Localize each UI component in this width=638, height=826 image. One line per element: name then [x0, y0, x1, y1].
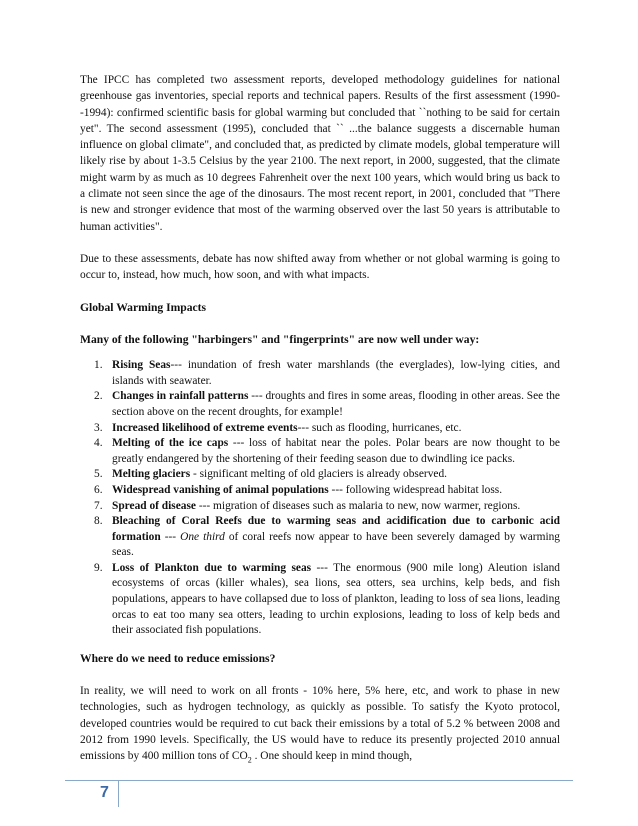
footer-divider	[65, 780, 573, 781]
paragraph-emissions: In reality, we will need to work on all fronts - 10% here, 5% here, etc, and work to phase in new technologies, such as hydrogen technology, as quickly as possible. To satisfy the Kyoto protocol, developed countries would be required to cut back their emissions by a total of 5.2 % between 2008 and 2012 from 1990 levels. Specifically, the US would have to reduce its presently projected 2010 annual emissions by 400 million tons of $CO_2$ . One should keep in mind though,	[80, 685, 560, 765]
page-number: 7	[100, 784, 109, 801]
list-item: 9. Loss of Plankton due to warming seas --- The enormous (900 mile long) Aleution island ecosystems of orcas (killer whales), sea lions, sea otters, sea urchins, kelp beds, and fish populations, appears to have collapsed due to loss of plankton, leading to loss of sea lions, leading orcas to eat too many sea otters, leading to urchin explosions, leading to loss of kelp beds and their associated fish populations.	[94, 561, 560, 637]
list-item: 4. Melting of the ice caps --- loss of habitat near the poles. Polar bears are now thought to be greatly endangered by the shortening of their feeding season due to dwindling ice packs.	[94, 437, 560, 465]
paragraph-ipcc: The IPCC has completed two assessment reports, developed methodology guidelines for national greenhouse gas inventories, special reports and technical papers. Results of the first assessment (1990--1994): confirmed scientific basis for global warming but concluded that ``nothing to be said for certain yet". The second assessment (1995), concluded that `` ...the balance suggests a discernable human influence on global climate", and concluded that, as predicted by climate models, global temperature will likely rise by about 1-3.5 Celsius by the year 2100. The next report, in 2000, suggested, that the climate might warm by as much as 10 degrees Fahrenheit over the next 100 years, which would bring us back to a climate not seen since the age of the dinosaurs. The most recent report, in 2001, concluded that "There is new and stronger evidence that most of the warming observed over the last 50 years is attributable to human activities".	[80, 74, 560, 233]
footer-vertical-rule	[118, 781, 119, 807]
paragraph-debate: Due to these assessments, debate has now shifted away from whether or not global warming is going to occur to, instead, how much, how soon, and with what impacts.	[80, 252, 560, 282]
list-item: 7. Spread of disease --- migration of diseases such as malaria to new, now warmer, regions.	[94, 499, 521, 512]
list-item: 3. Increased likelihood of extreme events--- such as flooding, hurricanes, etc.	[94, 421, 462, 434]
heading-impacts: Global Warming Impacts	[80, 300, 207, 314]
list-item: 8. Bleaching of Coral Reefs due to warming seas and acidification due to carbonic acid formation --- One third of coral reefs now appear to have been severely damaged by warming seas.	[94, 515, 560, 559]
impacts-list	[80, 358, 560, 639]
impacts-intro: Many of the following "harbingers" and "fingerprints" are now well under way:	[80, 332, 480, 346]
list-item: 1. Rising Seas--- inundation of fresh water marshlands (the everglades), low-lying cities, and islands with seawater.	[94, 359, 561, 387]
list-item: 6. Widespread vanishing of animal populations --- following widespread habitat loss.	[94, 483, 503, 496]
list-item: 2. Changes in rainfall patterns --- droughts and fires in some areas, flooding in other areas. See the section above on the recent droughts, for example!	[94, 390, 560, 418]
page-body	[80, 72, 560, 769]
list-item: 5. Melting glaciers - significant melting of old glaciers is already observed.	[94, 468, 447, 481]
heading-emissions: Where do we need to reduce emissions?	[80, 651, 276, 665]
